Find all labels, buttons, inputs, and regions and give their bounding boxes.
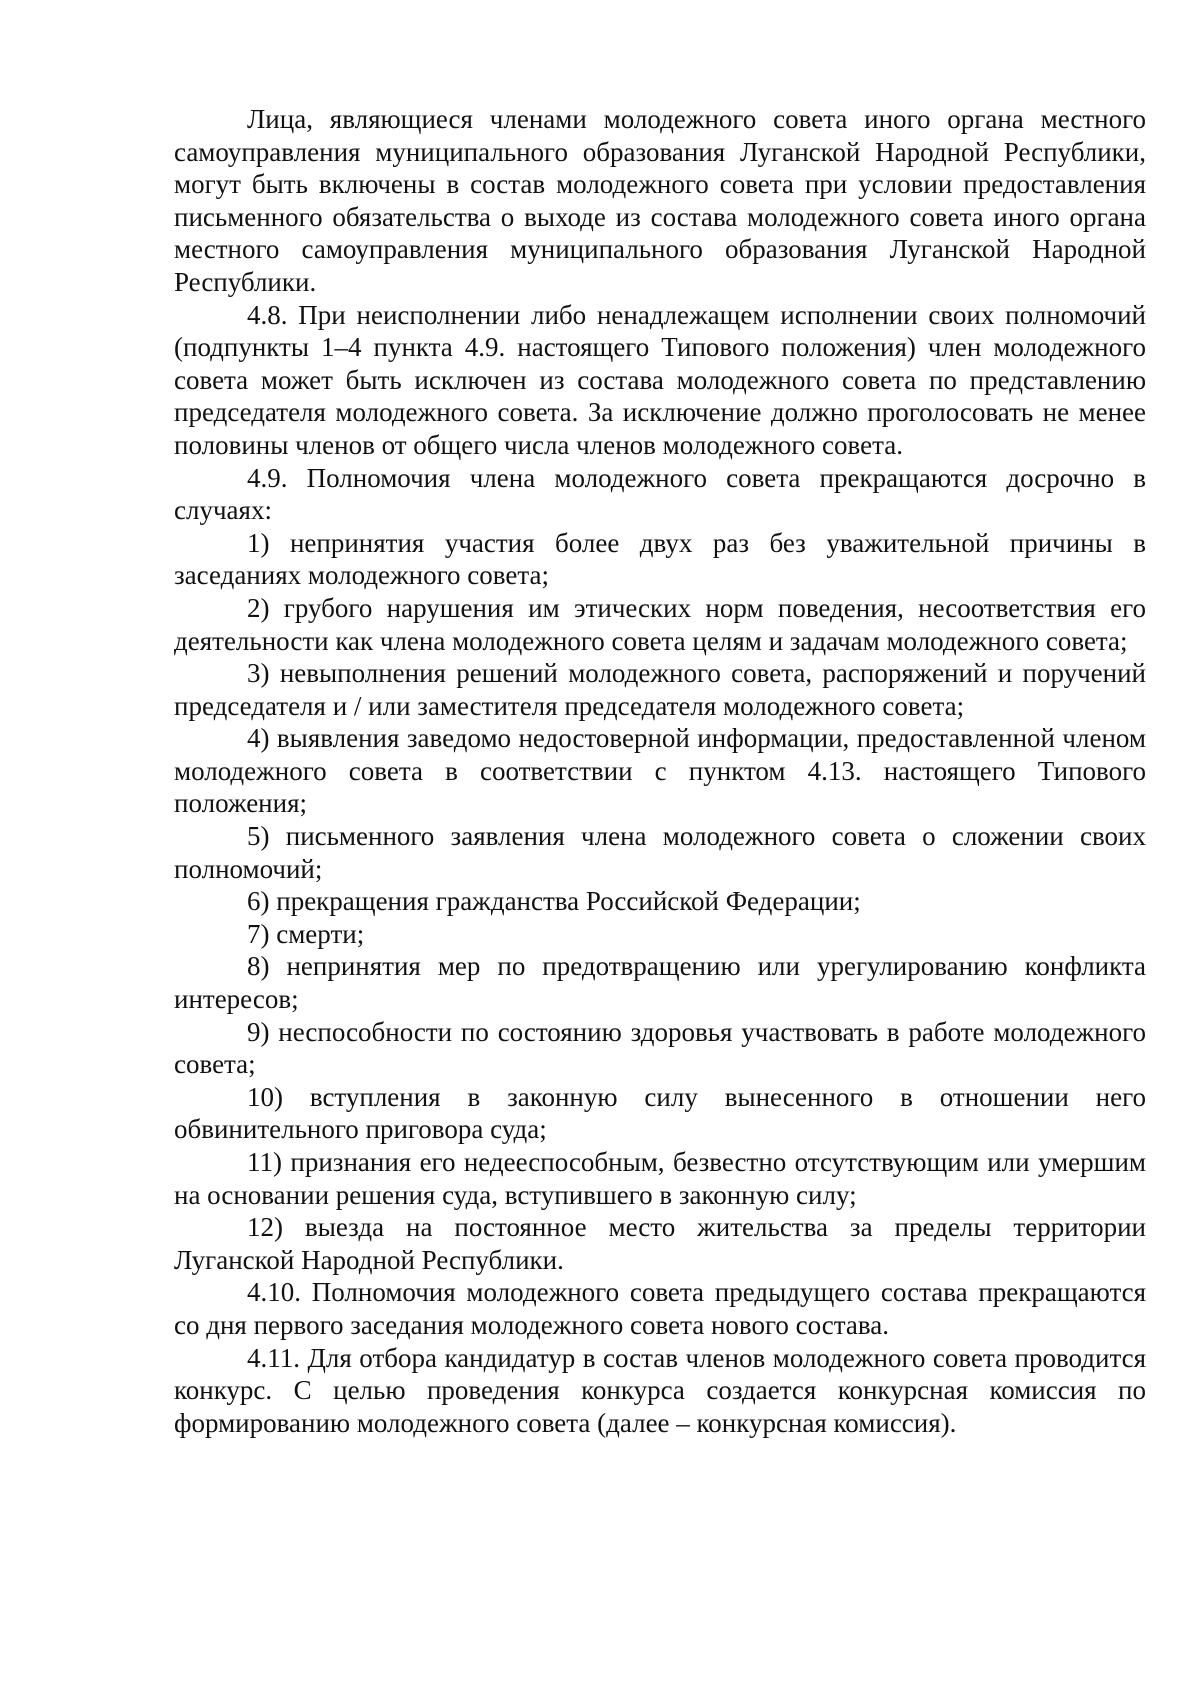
clause-4-9: 4.9. Полномочия члена молодежного совета прекращаются досрочно в случаях:: [174, 462, 1146, 526]
list-item-9: 9) неспособности по состоянию здоровья участвовать в работе молодежного совета;: [174, 1016, 1146, 1080]
list-item-3: 3) невыполнения решений молодежного совета, распоряжений и поручений председателя и / или заместителя председателя молодежного совета;: [174, 658, 1146, 721]
list-item-1: 1) непринятия участия более двух раз без уважительной причины в заседаниях молодежного совета;: [174, 527, 1146, 591]
list-item-4: 4) выявления заведомо недостоверной информации, предоставленной членом молодежного совета в соответствии с пунктом 4.13. настоящего Типового положения;: [174, 723, 1146, 819]
list-item-2: 2) грубого нарушения им этических норм поведения, несоответствия его деятельности как члена молодежного совета целям и задачам молодежного совета;: [174, 592, 1146, 656]
paragraph-intro: Лица, являющиеся членами молодежного совета иного органа местного самоуправления муниципального образования Луганской Народной Республики, могут быть включены в состав молодежного совета при условии предоставления письменного обязательства о выходе из состава молодежного совета иного органа местного самоуправления муниципального образования Луганской Народной Республики.: [174, 104, 1146, 297]
list-item-5: 5) письменного заявления члена молодежного совета о сложении своих полномочий;: [174, 821, 1146, 884]
list-item-11: 11) признания его недееспособным, безвестно отсутствующим или умершим на основании решения суда, вступившего в законную силу;: [174, 1147, 1146, 1210]
list-item-10: 10) вступления в законную силу вынесенного в отношении него обвинительного приговора суда;: [174, 1081, 1146, 1145]
clause-4-11: 4.11. Для отбора кандидатур в состав членов молодежного совета проводится конкурс. С целью проведения конкурса создается конкурсная комиссия по формированию молодежного совета (далее – конкурсная комиссия).: [174, 1342, 1146, 1438]
list-item-6: 6) прекращения гражданства Российской Федерации;: [247, 886, 861, 917]
list-item-12: 12) выезда на постоянное место жительства за пределы территории Луганской Народной Республики.: [174, 1212, 1146, 1275]
clause-4-10: 4.10. Полномочия молодежного совета предыдущего состава прекращаются со дня первого заседания молодежного совета нового состава.: [174, 1277, 1146, 1340]
document-page: [174, 103, 1146, 1439]
clause-4-8: 4.8. При неисполнении либо ненадлежащем исполнении своих полномочий (подпункты 1–4 пункта 4.9. настоящего Типового положения) член молодежного совета может быть исключен из состава молодежного совета по представлению председателя молодежного совета. За исключение должно проголосовать не менее половины членов от общего числа членов молодежного совета.: [174, 299, 1146, 460]
list-item-7: 7) смерти;: [247, 918, 365, 949]
list-item-8: 8) непринятия мер по предотвращению или урегулированию конфликта интересов;: [174, 951, 1146, 1015]
